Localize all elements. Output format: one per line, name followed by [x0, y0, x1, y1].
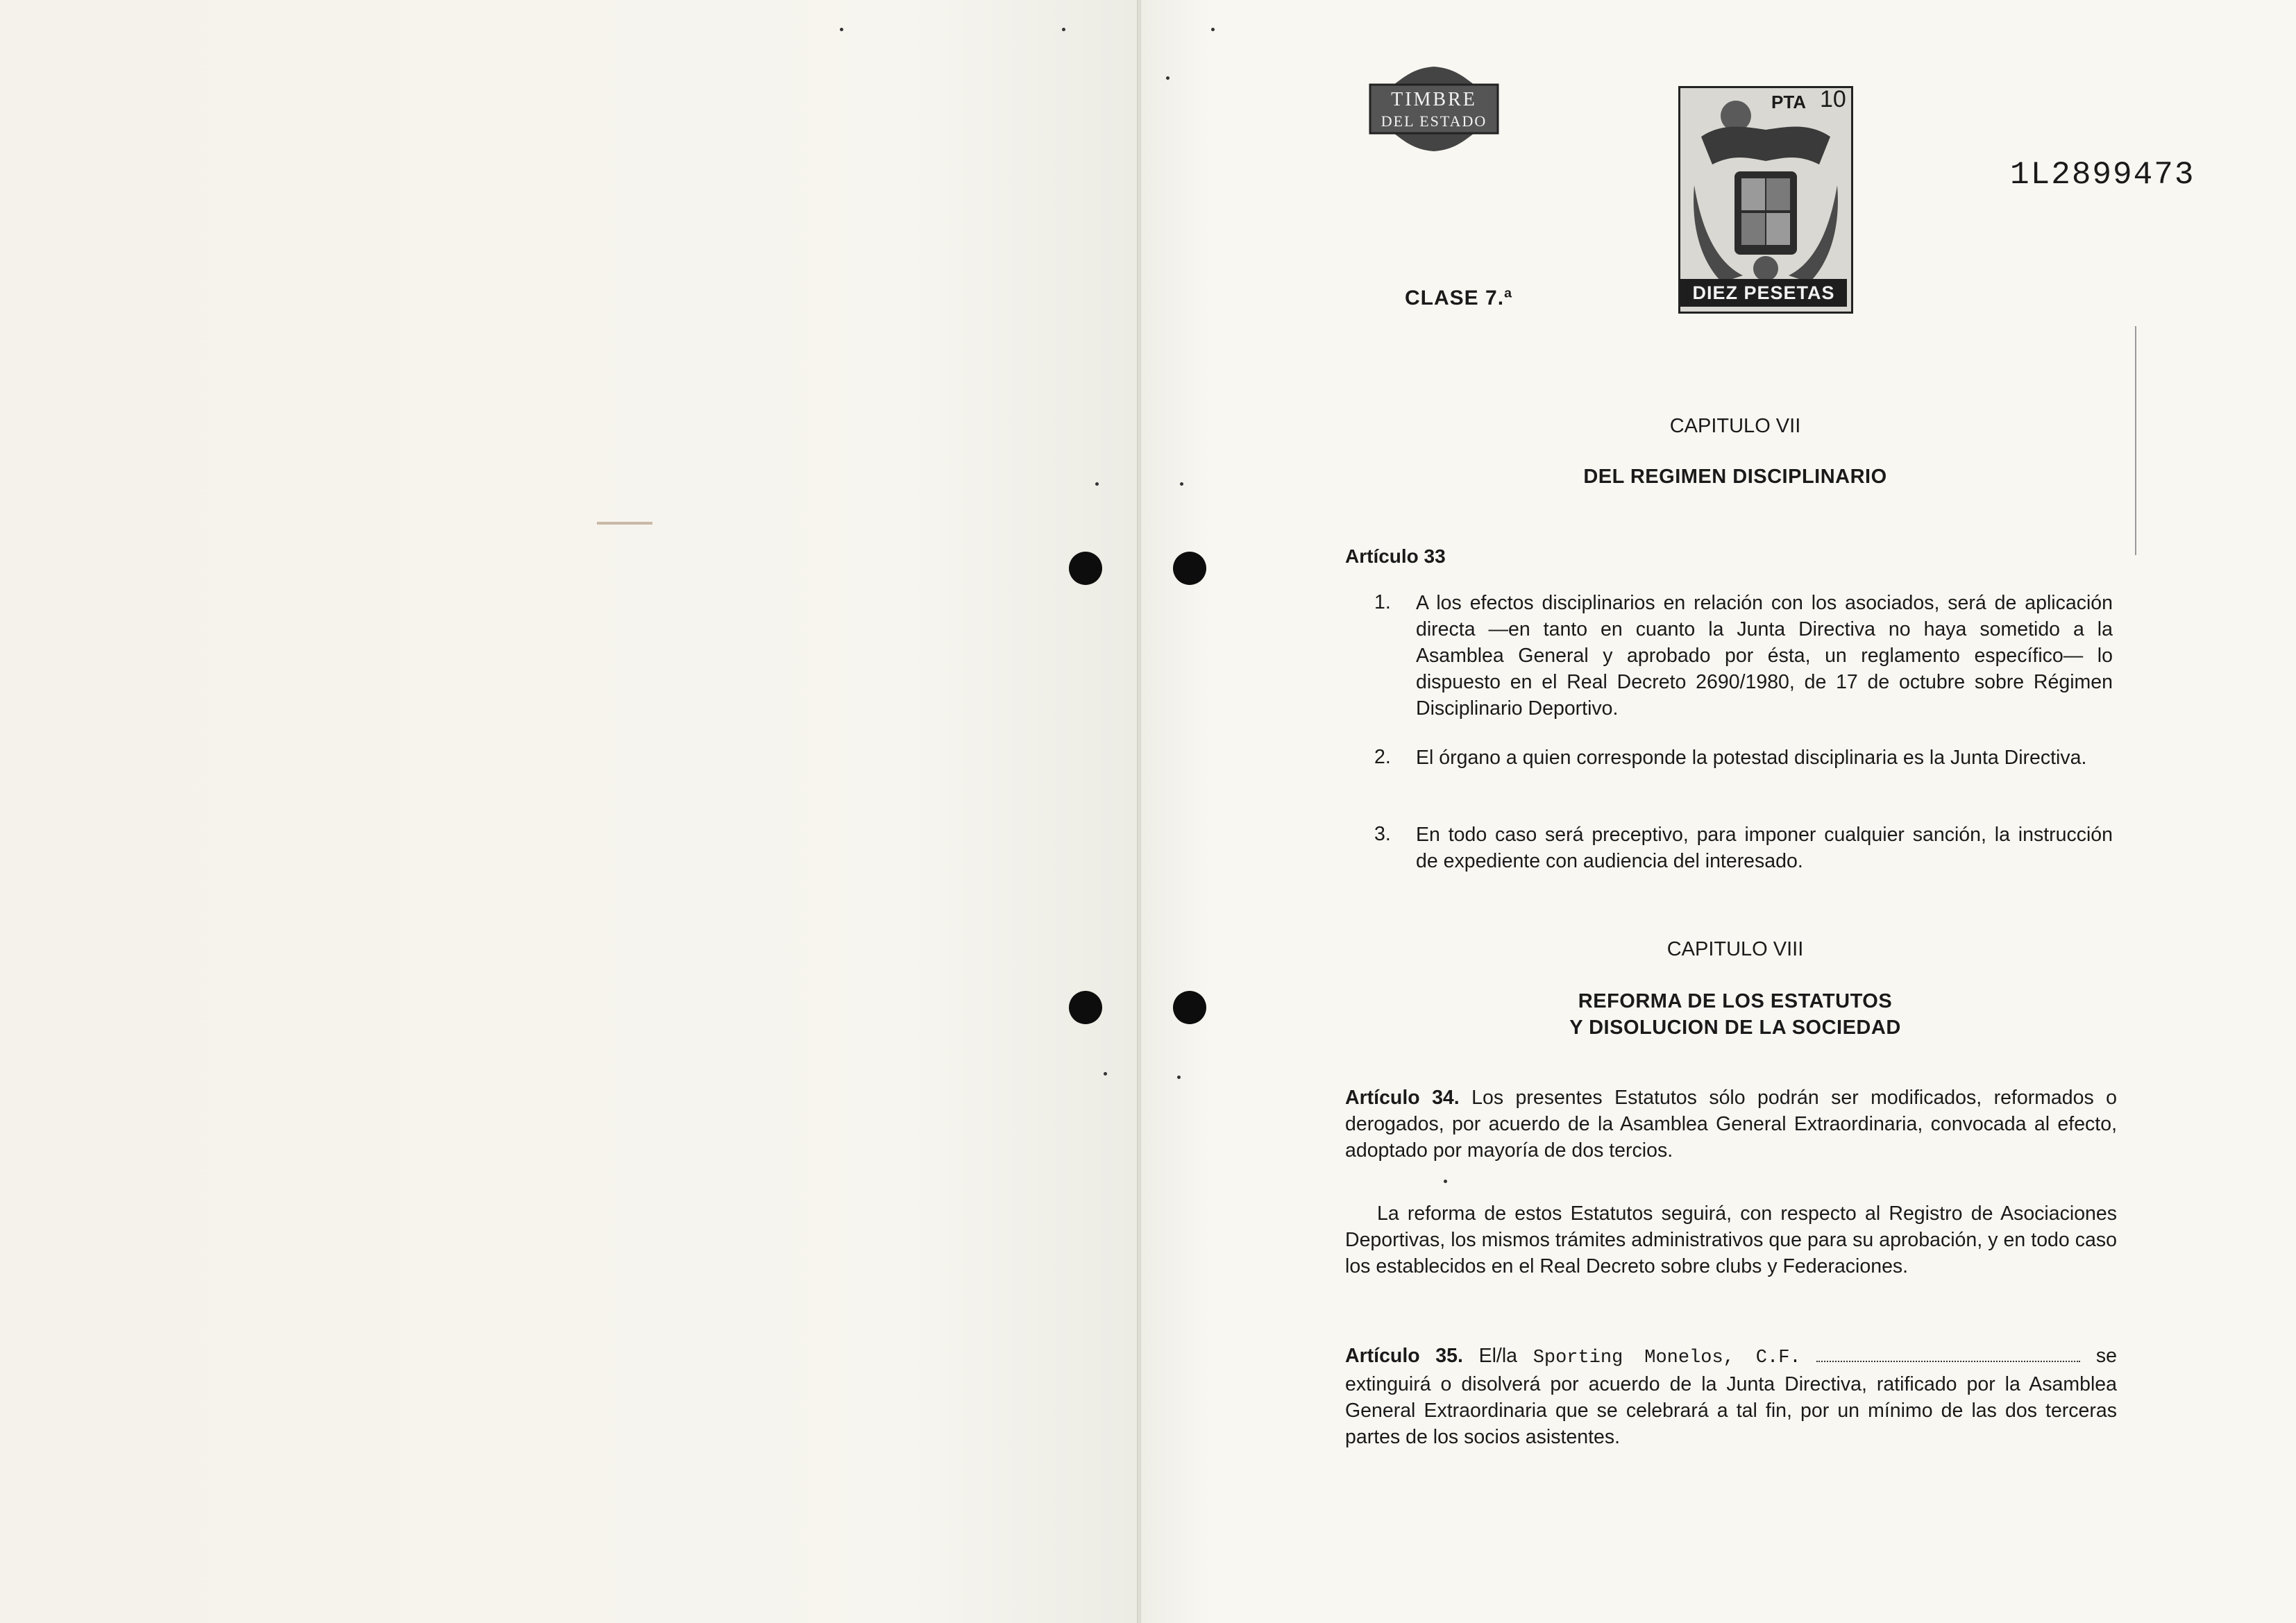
- timbre-line2: DEL ESTADO: [1381, 112, 1487, 130]
- timbre-emblem: [1366, 64, 1502, 154]
- article-33-heading: Artículo 33: [1345, 545, 1446, 567]
- article-34-paragraph-2: La reforma de estos Estatutos seguirá, con respecto al Registro de Asociaciones Deportivas, los mismos trámites administrativos que para su aprobación, y en todo caso los establecidos en el Real Decreto sobre clubs y Federaciones.: [1345, 1203, 2117, 1277]
- clase-label: CLASE 7.ª: [1405, 287, 1513, 309]
- speck: [1095, 482, 1099, 486]
- article-35-paragraph: [1345, 1343, 2117, 1450]
- stamp-currency: PTA: [1771, 92, 1807, 112]
- speck: [1211, 28, 1215, 31]
- speck: [840, 28, 843, 31]
- speck: [1177, 1076, 1181, 1079]
- coat-of-arms-icon: [1680, 88, 1851, 312]
- serial-number: 1L2899473: [2010, 157, 2195, 193]
- punch-hole: [1173, 991, 1206, 1024]
- article-34-text: Los presentes Estatutos sólo podrán ser modificados, reformados o derogados, por acuerdo de la Asamblea General Extraordinaria, convocada al efecto, adoptado por mayoría de dos tercios.: [1345, 1087, 2118, 1162]
- punch-hole: [1069, 552, 1102, 585]
- article-33-item-1: A los efectos disciplinarios en relación con los asociados, será de aplicación directa —en tanto en cuanto la Junta Directiva no haya sometido a la Asamblea General y aprobado por ésta, un reglamento específico— lo dispuesto en el Real Decreto 2690/1980, de 17 de octubre sobre Régimen Disciplinario Deportivo.: [1416, 592, 2113, 720]
- article-33-item-2: El órgano a quien corresponde la potestad disciplinaria es la Junta Directiva.: [1416, 747, 2087, 769]
- chapter-8-title-line2: Y DISOLUCION DE LA SOCIEDAD: [1569, 1017, 1901, 1039]
- speck: [1104, 1072, 1107, 1076]
- article-34-paragraph-1: [1345, 1085, 2117, 1164]
- punch-hole: [1173, 552, 1206, 585]
- paper-mark: [597, 522, 652, 525]
- chapter-7-heading: CAPITULO VII: [1669, 415, 1801, 437]
- article-33-item-3: En todo caso será preceptivo, para imponer cualquier sanción, la instrucción de expediente con audiencia del interesado.: [1416, 824, 2113, 872]
- timbre-line1: TIMBRE: [1391, 89, 1477, 110]
- item-number: 1.: [1374, 591, 1391, 613]
- speck: [1444, 1180, 1447, 1183]
- chapter-7-title: DEL REGIMEN DISCIPLINARIO: [1583, 466, 1887, 488]
- chapter-8-heading: CAPITULO VIII: [1666, 938, 1804, 960]
- item-number: 3.: [1374, 823, 1391, 845]
- margin-line: [2135, 326, 2136, 555]
- fill-in-dotted-line: [1816, 1354, 2080, 1362]
- speck: [1166, 76, 1170, 80]
- club-name: Sporting Monelos, C.F.: [1533, 1348, 1801, 1368]
- item-number: 2.: [1374, 746, 1391, 768]
- punch-hole: [1069, 991, 1102, 1024]
- speck: [1180, 482, 1183, 486]
- article-35-prefix: El/la: [1478, 1345, 1518, 1367]
- stamp-denomination: DIEZ PESETAS: [1680, 279, 1847, 307]
- article-35-label: Artículo 35.: [1345, 1345, 1463, 1367]
- article-35-text: se extinguirá o disolverá por acuerdo de la Junta Directiva, ratificado por la Asamblea General Extraordinaria que se celebrará a tal fin, por un mínimo de las dos terceras partes de los socios asistentes.: [1345, 1345, 2118, 1448]
- chapter-8-title-line1: REFORMA DE LOS ESTATUTOS: [1578, 990, 1893, 1012]
- article-34-label: Artículo 34.: [1345, 1087, 1460, 1109]
- left-page-blank: [0, 0, 1138, 1623]
- speck: [1062, 28, 1065, 31]
- stamp-value: 10: [1820, 86, 1846, 112]
